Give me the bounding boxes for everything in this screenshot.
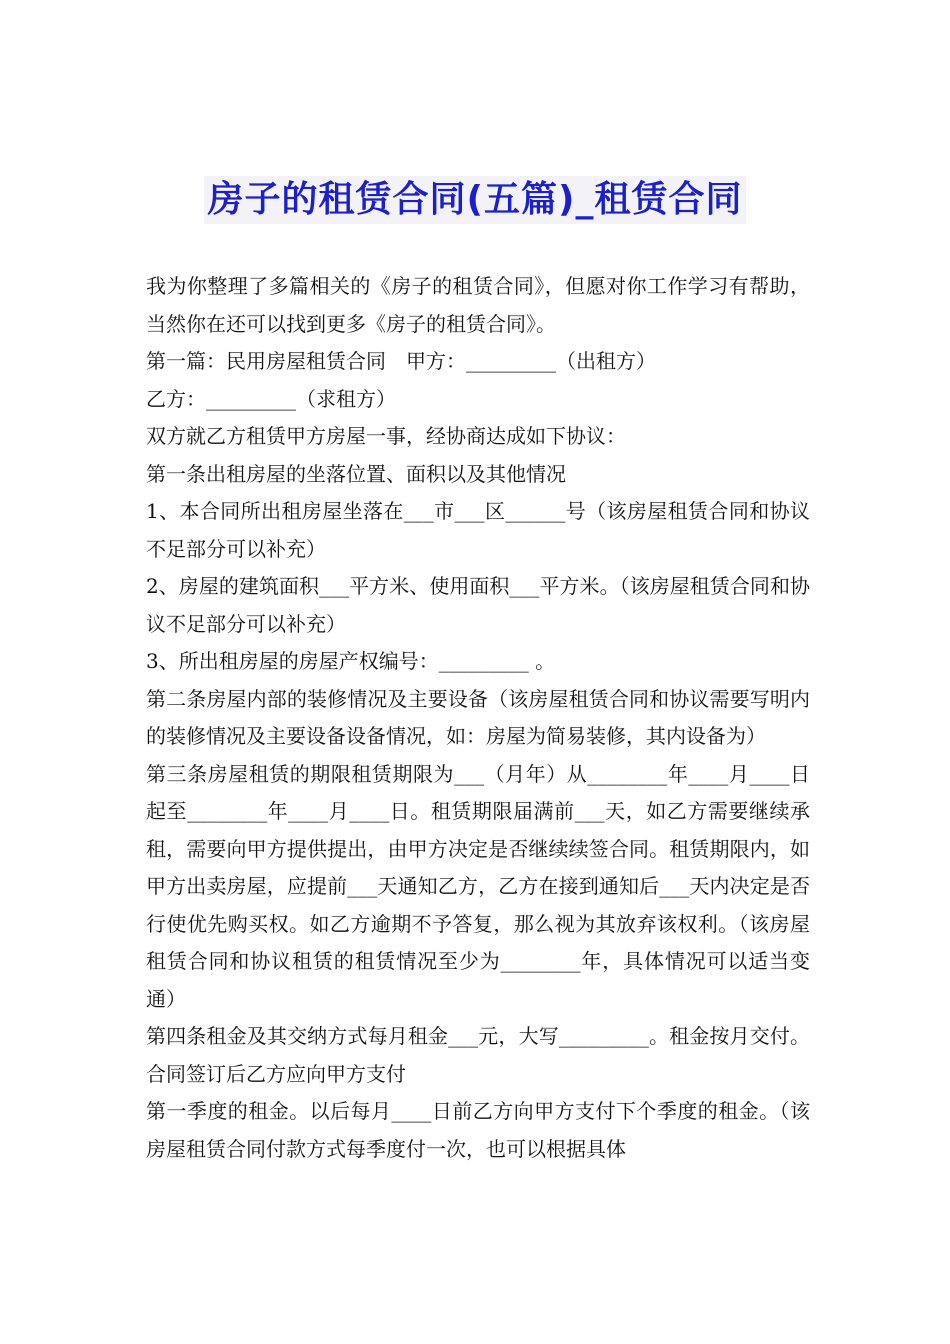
document-body <box>146 268 810 1168</box>
paragraph-item-3: 3、所出租房屋的房屋产权编号：_________ 。 <box>146 649 556 673</box>
paragraph-article-two: 第二条房屋内部的装修情况及主要设备（该房屋租赁合同和协议需要写明内的装修情况及主要设备设备情况，如：房屋为简易装修，其内设备为） <box>146 686 810 748</box>
paragraph-chapter-one-heading: 第一篇：民用房屋租赁合同 甲方：_________（出租方） <box>146 349 656 373</box>
document-title: 房子的租赁合同(五篇)_租赁合同 <box>204 176 747 224</box>
paragraph-item-2: 2、房屋的建筑面积___平方米、使用面积___平方米。（该房屋租赁合同和协议不足部分可以补充） <box>146 574 810 636</box>
paragraph-article-four: 第四条租金及其交纳方式每月租金___元，大写_________。租金按月交付。合同签订后乙方应向甲方支付 <box>146 1024 810 1086</box>
paragraph-item-1: 1、本合同所出租房屋坐落在___市___区______号（该房屋租赁合同和协议不足部分可以补充） <box>146 499 810 561</box>
paragraph-intro: 我为你整理了多篇相关的《房子的租赁合同》，但愿对你工作学习有帮助，当然你在还可以找到更多《房子的租赁合同》。 <box>146 274 810 336</box>
paragraph-article-one: 第一条出租房屋的坐落位置、面积以及其他情况 <box>146 461 566 486</box>
paragraph-party-b: 乙方：_________（求租方） <box>146 386 396 411</box>
paragraph-article-three: 第三条房屋租赁的期限租赁期限为___（月年）从________年____月____日起至________年____月____日。租赁期限届满前___天，如乙方需要继续承租，需要向甲方提供提出，由甲方决定是否继续续签合同。租赁期限内，如甲方出卖房屋，应提前___天通知乙方，乙方在接到通知后___天内决定是否行使优先购买权。如乙方逾期不予答复，那么视为其放弃该权利。（该房屋租赁合同和协议租赁的租赁情况至少为________年，具体情况可以适当变通） <box>146 761 810 1011</box>
paragraph-first-quarter: 第一季度的租金。以后每月____日前乙方向甲方支付下个季度的租金。（该房屋租赁合同付款方式每季度付一次，也可以根据具体 <box>146 1099 810 1161</box>
paragraph-agreement: 双方就乙方租赁甲方房屋一事，经协商达成如下协议： <box>146 424 626 448</box>
title-area <box>0 176 950 224</box>
